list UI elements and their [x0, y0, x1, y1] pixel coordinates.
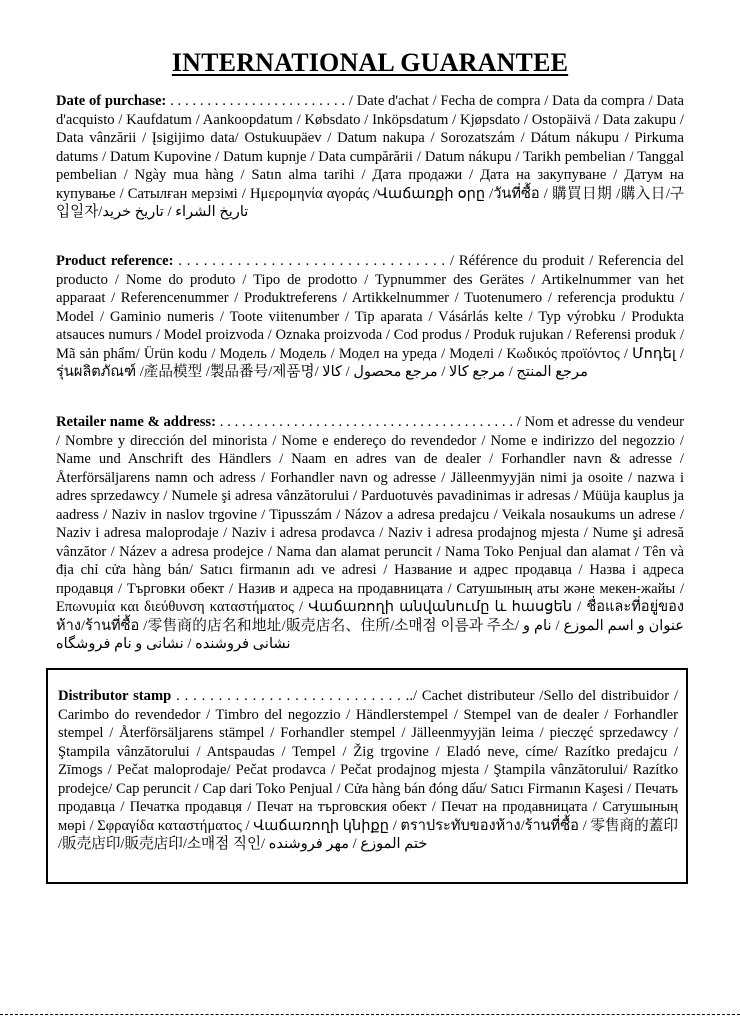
cut-line-divider: [0, 1014, 740, 1015]
distributor-stamp-blank: . . . . . . . . . . . . . . . . . . . . . . . . . . . .: [171, 688, 410, 704]
page-title: [0, 48, 740, 78]
distributor-stamp-section: [58, 687, 678, 854]
title-text: INTERNATIONAL GUARANTEE: [171, 48, 569, 77]
product-reference-label: Product reference:: [56, 253, 174, 269]
retailer-label: Retailer name & address:: [56, 414, 216, 430]
date-of-purchase-label: Date of purchase:: [56, 93, 167, 109]
distributor-stamp-label: Distributor stamp: [58, 688, 172, 704]
product-reference-blank: . . . . . . . . . . . . . . . . . . . . . . . . . . . . . . . .: [173, 253, 450, 269]
retailer-section: [56, 413, 684, 654]
distributor-stamp-box: [46, 668, 688, 884]
distributor-stamp-translations: ./ Cachet distributeur /Sello del distribuidor / Carimbo do revendedor / Timbro del negozzio / Händlerstempel / Stempel van de dealer / Forhandler stempel / Återförsäljarens stämpel / Forhandler stempel / Jälleenmyyjän leima / pieczęć sprzedawcy / Ştampila vânzătorului / Antspaudas / Tempel / Žig trgovine / Eladó neve, címe/ Razítko predajcu / Zīmogs / Pečat maloprodaje/ Pečat prodavca / Pečat prodajnog mjesta / Ştampila vânzătorului/ Razítko prodejce/ Cap peruncit / Cap dari Toko Penjual / Cửa hàng bán đóng dấu/ Satıcı Firmanın Kaşesi / Печать продавца / Печатка продавця / Печат на търговския обект / Печат на продавницата / Сатушының мөрі / Σφραγίδα καταστήματος / Վաճառողի կնիքը / ตราประทับของห้าง/ร้านที่ซื้อ / 零售商的蓋印 /販売店印/販売店印/소매점 직인/ ختم الموزع / مهر فروشنده: [58, 688, 678, 852]
date-of-purchase-section: [56, 92, 684, 222]
retailer-translations: / Nom et adresse du vendeur / Nombre y dirección del minorista / Nome e endereço do revendedor / Nome e indirizzo del negozzio / Name und Anschrift des Händlers / Naam en adres van de dealer / Forhandler navn & adresse / Återförsäljarens namn och adress / Forhandler navn og adresse / Jälleenmyyjän nimi ja osoite / nazwa i adres sprzedawcy / Numele şi adresa vânzătorului / Parduotuvės pavadinimas ir adresas / Müüja kauplus ja aadress / Naziv in naslov trgovine / Tipusszám / Názov a adresa predajcu / Veikala nosaukums un adrese / Naziv i adresa maloprodaje / Naziv i adresa prodavca / Naziv i adresa prodajnog mjesta / Nume şi adresă vânzător / Název a adresa prodejce / Nama dan alamat peruncit / Nama Toko Penjual dan alamat / Tên và địa chỉ cửa hàng bán/ Satıcı firmanın adı ve adresi / Название и адрес продавца / Назва і адреса продавця / Търговки обект / Назив и адреса на продавницата / Сатушының аты және мекен-жайы / Επωνυμία και διεύθυνση καταστήματος / Վաճառողի անվանումը և հասցեն / ชื่อและที่อยู่ของห้าง/ร้านที่ซื้อ /零售商的店名和地址/販売店名、住所/소매점 이름과 주소/ عنوان و اسم الموزع / نام و نشانی فروشنده / نشانی و نام فروشگاه: [56, 414, 685, 652]
date-of-purchase-translations: / Date d'achat / Fecha de compra / Data da compra / Data d'acquisto / Kaufdatum / Aankoopdatum / Købsdato / Inköpsdatum / Kjøpsdato / Ostopäivä / Data zakupu / Data vânzării / Įsigijimo data/ Ostukuupäev / Datum nakupa / Sorozatszám / Dátum nákupu / Pirkuma datums / Datum Kupovine / Datum kupnje / Data cumpărării / Datum nákupu / Tarikh pembelian / Tanggal pembelian / Ngày mua hàng / Satın alma tarihi / Дата продажи / Дата на закупуване / Датум на купување / Сатылған мерзімі / Ημερομηνία αγοράς /Վաճառքի օրը /วันที่ซื้อ / 購買日期 /購入日/구입일자/تاريخ الشراء / تاريخ خرید: [56, 93, 684, 220]
date-of-purchase-blank: . . . . . . . . . . . . . . . . . . . . . . . .: [166, 93, 349, 109]
retailer-blank: . . . . . . . . . . . . . . . . . . . . . . . . . . . . . . . . . . . . . . . .: [215, 414, 517, 430]
product-reference-translations: / Référence du produit / Referencia del producto / Nome do produto / Tipo de prodotto / Typnummer des Gerätes / Artikelnummer van het apparaat / Referencenummer / Produktreferens / Artikkelnummer / Tuotenumero / referencja produktu / Model / Gaminio numeris / Toote viitenumber / Tip aparata / Vásárlás kelte / Typ výrobku / Produkta atsauces numurs / Model proizvoda / Oznaka proizvoda / Cod produs / Produk rujukan / Referensi produk / Mã sản phẩm/ Ürün kodu / Модель / Модель / Модел на уреда / Моделі / Κωδικός προϊόντος / Մոդել / รุ่นผลิตภัณฑ์ /產品模型 /製品番号/제품명/ مرجع المنتج / مرجع كالا / مرجع محصول / كالا: [56, 253, 684, 380]
product-reference-section: [56, 252, 684, 382]
